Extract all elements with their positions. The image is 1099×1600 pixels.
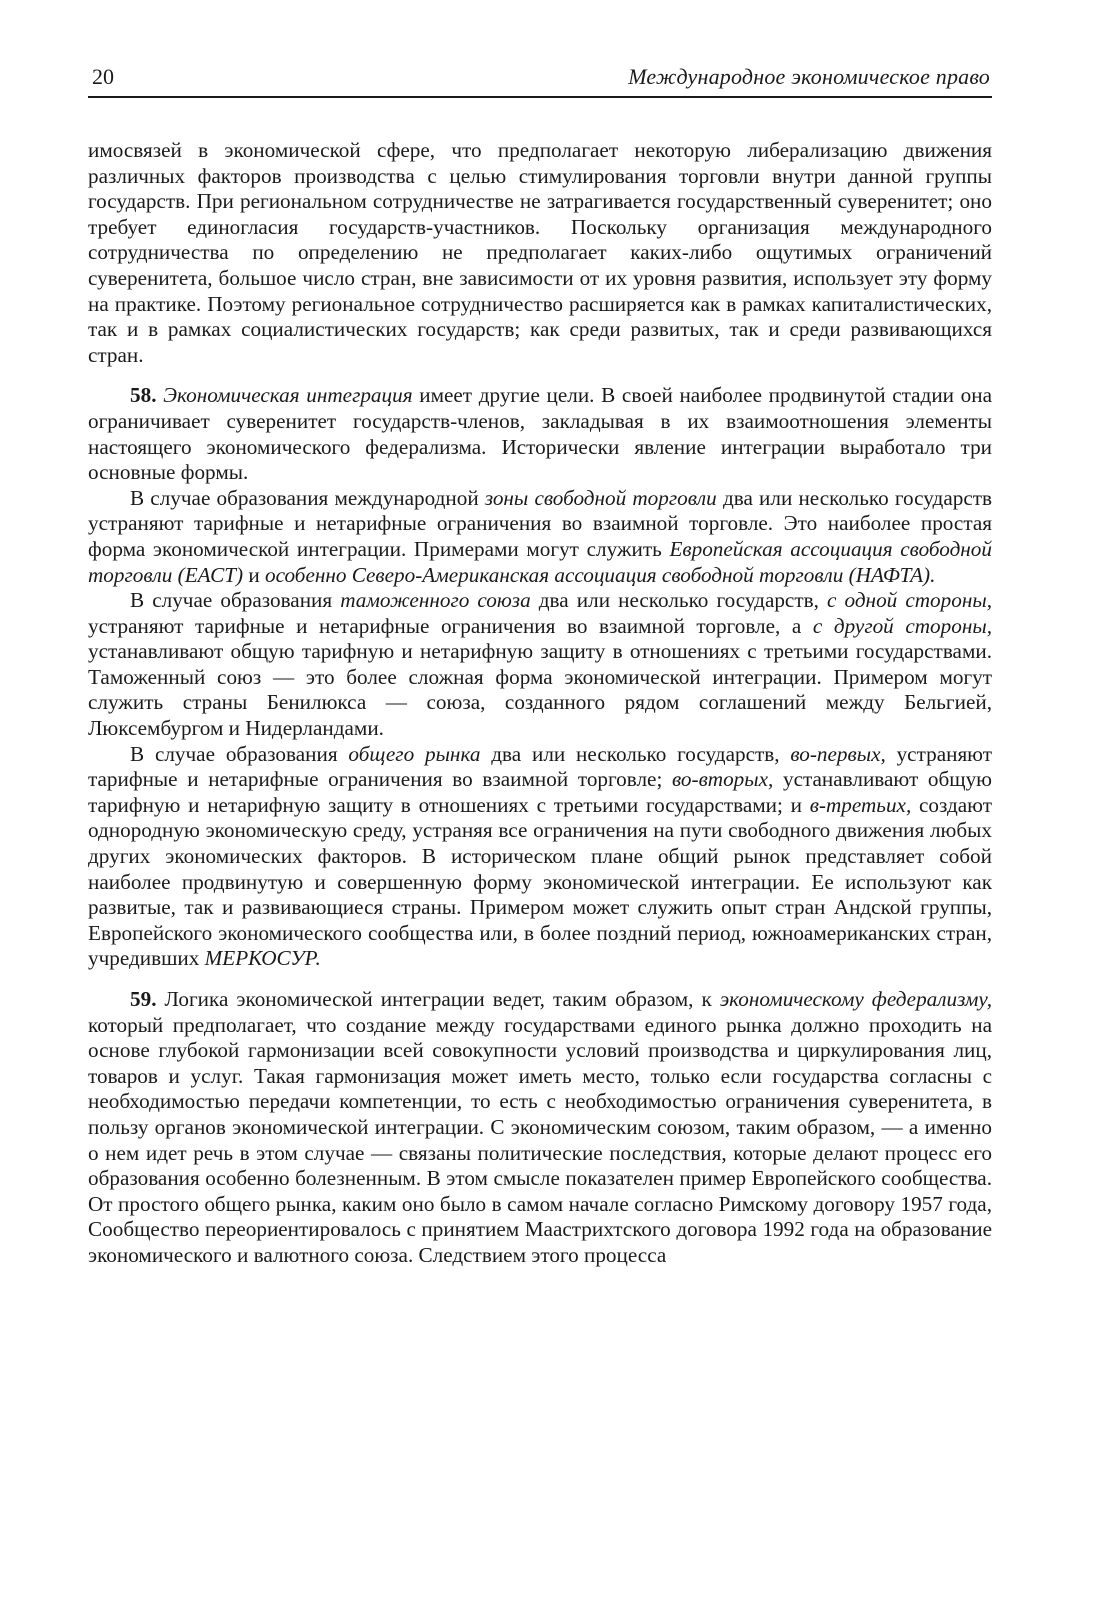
text-segment: Логика экономической интеграции ведет, таким образом, к bbox=[156, 987, 720, 1011]
text-segment: два или несколько государств, bbox=[480, 741, 791, 766]
emphasized-term: экономическому федерализму, bbox=[719, 987, 992, 1011]
emphasized-term: особенно Северо-Американская ассоциация свободной торговли (НАФТА). bbox=[265, 562, 936, 587]
emphasized-term: во-первых, bbox=[790, 741, 886, 766]
paragraph-text: имосвязей в экономической сфере, что предполагает некоторую либерализацию движения различных факторов производства с целью стимулирования торговли внутри данной группы государств. При региональном сотрудничестве не затрагивается государственный суверенитет; оно требует единогласия государств-участников. Поскольку организация международного сотрудничества по определению не предполагает каких-либо ощутимых ограничений суверенитета, большое число стран, вне зависимости от их уровня развития, использует эту форму на практике. Поэтому региональное сотрудничество расширяется как в рамках капиталистических, так и в рамках социалистических государств; как среди развитых, так и среди развивающихся стран. bbox=[88, 138, 992, 367]
section-number: 59. bbox=[130, 987, 157, 1011]
text-segment: устанавливают общую тарифную и нетарифную защиту в отношениях с третьими государствами; и bbox=[88, 767, 992, 817]
text-segment: который предполагает, что создание между государствами единого рынка должно проходить на основе глубокой гармонизации всей совокупности условий производства и циркулирования лиц, товаров и услуг. Такая гармонизация может иметь место, только если государства согласны с необходимостью передачи компетенции, то есть с необходимостью ограничения суверенитета, в пользу органов экономической интеграции. С экономическим союзом, таким образом, — а именно о нем идет речь в этом случае — связаны политические последствия, которые делают процесс его образования особенно болезненным. В этом смысле показателен пример Европейского сообщества. От простого общего рынка, каким оно было в самом начале согласно Римскому договору 1957 года, Сообщество переориентировалось с принятием Маастрихтского договора 1992 года на образование экономического и валютного союза. Следствием этого процесса bbox=[88, 1012, 992, 1267]
text-segment: устраняют тарифные и нетарифные ограничения во взаимной торговле, а bbox=[88, 613, 813, 638]
emphasized-term: Экономическая интеграция bbox=[163, 383, 413, 408]
paragraph-customs-union bbox=[88, 588, 992, 742]
emphasized-term: МЕРКОСУР. bbox=[204, 946, 321, 971]
text-segment: два или несколько государств устраняют тарифные и нетарифные ограничения во взаимной торговле. Это наиболее простая форма экономической интеграции. Примерами могут служить bbox=[88, 485, 993, 561]
text-segment: создают однородную экономическую среду, устраняя все ограничения на пути свободного движения любых других экономических факторов. В историческом плане общий рынок представляет собой наиболее продвинутую и совершенную форму экономической интеграции. Ее используют как развитые, так и развивающиеся страны. Примером может служить опыт стран Андской группы, Европейского экономического сообщества или, в более поздний период, южноамериканских стран, учредивших bbox=[88, 792, 992, 971]
text-segment: и bbox=[243, 562, 265, 587]
emphasized-term: общего рынка bbox=[348, 741, 481, 766]
emphasized-term: с другой стороны, bbox=[812, 613, 992, 638]
running-title: Международное экономическое право bbox=[628, 64, 990, 89]
paragraph-58 bbox=[88, 383, 992, 485]
text-segment: В случае образования bbox=[130, 588, 341, 613]
emphasized-term: зоны свободной торговли bbox=[484, 485, 717, 510]
text-segment: устанавливают общую тарифную и нетарифную защиту в отношениях с третьими государствами. Таможенный союз — это более сложная форма экономической интеграции. Примером могут служить страны Бенилюкса — союза, созданного рядом соглашений между Бельгией, Люксембургом и Нидерландами. bbox=[88, 639, 992, 741]
emphasized-term: в-третьих, bbox=[809, 792, 912, 817]
emphasized-term: таможенного союза bbox=[340, 588, 531, 613]
emphasized-term: Европейская ассоциация свободной торговли (ЕАСТ) bbox=[88, 536, 992, 587]
paragraph-continuation bbox=[88, 138, 992, 368]
text-segment: устраняют тарифные и нетарифные ограничения во взаимной торговле; bbox=[88, 741, 992, 792]
text-segment: два или несколько государств, bbox=[530, 588, 828, 613]
emphasized-term: во-вторых, bbox=[672, 767, 774, 792]
paragraph-common-market bbox=[88, 742, 992, 972]
section-number: 58. bbox=[130, 383, 157, 408]
text-segment: В случае образования bbox=[130, 741, 349, 766]
text-segment: В случае образования международной bbox=[130, 485, 485, 510]
page-number: 20 bbox=[92, 64, 114, 89]
paragraph-text: имеет другие цели. В своей наиболее продвинутой стадии она ограничивает суверенитет государств-членов, закладывая в их взаимоотношения элементы настоящего экономического федерализма. Исторически явление интеграции выработало три основные формы. bbox=[88, 383, 993, 485]
emphasized-term: с одной стороны, bbox=[827, 588, 992, 613]
paragraph-59 bbox=[88, 987, 992, 1269]
paragraph-free-trade-zone bbox=[88, 486, 992, 588]
running-header bbox=[88, 62, 992, 98]
body-text bbox=[88, 138, 992, 1269]
